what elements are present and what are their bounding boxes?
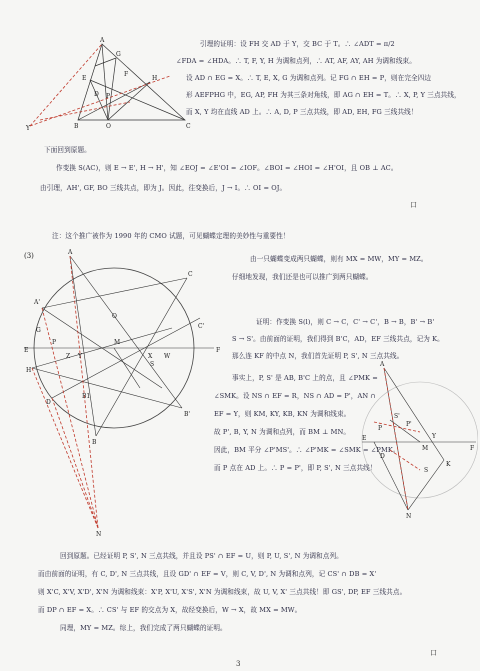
fig2-label: Y	[78, 353, 82, 360]
fig2-label: C	[188, 271, 193, 278]
text-line: 那么连 KF 的中点 N，我们首先证明 P, S', N 三点共线。	[232, 352, 404, 360]
fig2-label: B1	[82, 393, 91, 400]
fig3-label: Y	[432, 433, 436, 440]
text-line: 下面回到原题。	[44, 146, 91, 154]
text-line: 回到原题。已经证明 P, S', N 三点共线，并且设 PS' ∩ EF = U，则 P, U, S', N 为调和点列。	[60, 552, 343, 560]
text-line: 则 X'C, X'V, X'D', X'N 为调和线束：X'P, X'U, X'S', X'N 为调和线束，故 U, V, X' 三点共线！即 GS', DP, EF 三线共点。	[38, 588, 407, 596]
fig1-label: H	[152, 75, 158, 82]
text-line: 引理的证明：设 FH 交 AD 于 Y，交 BC 于 T。∴ ∠ADT = π/2	[200, 40, 395, 48]
figure-collinear-proof	[360, 360, 478, 520]
text-line: 而 X, Y 均在直线 AD 上。∴ A, D, P 三点共线，即 AD, EH, FG 三线共线！	[186, 108, 418, 116]
text-line: ∠SMK。设 NS ∩ EF = R，NS ∩ AD = P'，AN ∩	[214, 392, 377, 400]
fig3-label: P	[378, 425, 383, 432]
fig1-label: O	[106, 123, 111, 130]
fig3-label: D	[380, 453, 385, 460]
fig3-label: F	[470, 445, 475, 452]
fig2-label: C'	[198, 323, 205, 330]
text-line: 由引理，AH', GF, BO 三线共点，即为 J。因此，往变换后，J → I。∴ OI = OJ。	[40, 184, 287, 192]
fig3-label: S'	[394, 413, 400, 420]
text-line: 因此，BM 平分 ∠P'MS'。∴ ∠P'MK = ∠SMK = ∠PMK。	[214, 446, 400, 454]
figure-number: (3)	[24, 252, 34, 260]
figure-triangle-lemma	[20, 36, 200, 136]
text-line: 证明：作变换 S(l)，则 C → C，C' → C'，B → B，B' → B'	[256, 318, 435, 326]
text-line: 形 AEFPHG 中，EG, AP, FH 为其三条对角线，即 AG ∩ EH = T。∴ X, P, Y 三点共线，	[186, 91, 461, 99]
fig1-label: D	[94, 91, 99, 98]
fig1-label: F	[124, 71, 129, 78]
fig2-label: F	[216, 347, 221, 354]
fig2-label: O	[112, 313, 117, 320]
fig2-label: S	[150, 361, 155, 368]
text-line: 而由前面的证明，有 C, D', N 三点共线，且设 GD' ∩ EF = V，则 C, V, D', N 为调和点列，记 CS' ∩ DB = X'	[38, 570, 377, 578]
fig2-label: M	[114, 339, 121, 346]
fig2-label: Z	[66, 353, 71, 360]
fig2-label: E	[24, 347, 29, 354]
fig1-label: C	[186, 123, 191, 130]
fig2-label: A	[68, 249, 73, 256]
fig3-label: E	[362, 435, 367, 442]
fig1-label: P	[106, 93, 111, 100]
fig3-label: K	[446, 461, 451, 468]
fig2-label: H	[26, 367, 32, 374]
fig1-label: G	[116, 51, 121, 58]
fig2-label: W	[164, 353, 171, 360]
fig3-label: S	[424, 467, 429, 474]
fig1-label: Y	[26, 125, 30, 132]
text-line: 设 AD ∩ EG = X。∴ T, E, X, G 为调和点列。记 FG ∩ EH = P，则在完全四边	[186, 74, 432, 82]
text-line: ∠FDA = ∠HDA。∴ T, F, Y, H 为调和点列，∴ AT, AF, AY, AH 为调和线束。	[176, 57, 416, 65]
fig1-label: B	[74, 123, 79, 130]
text-line: 而 P 点在 AD 上。∴ P = P'，即 P, S', N 三点共线！	[214, 464, 377, 472]
text-line: 由一只蝴蝶变成两只蝴蝶，则有 MX = MW，MY = MZ。	[250, 255, 428, 263]
text-line: 而 DP ∩ EF = X。∴ CS' 与 EF 的交点为 X，故经变换后，W → X，故 MX = MW。	[38, 606, 302, 614]
corner-mark: 口	[430, 649, 437, 657]
fig3-label: P'	[406, 421, 412, 428]
text-line: S → S'。由前面的证明，我们得到 B'C，AD，EF 三线共点，记为 K。	[232, 335, 444, 343]
fig2-label: D	[46, 399, 51, 406]
fig2-label: B'	[184, 411, 191, 418]
corner-mark: 口	[410, 201, 417, 209]
fig1-label: A	[100, 37, 105, 44]
fig2-label: A'	[34, 299, 40, 306]
text-line: 注：这个推广被作为 1990 年的 CMO 试题，可见蝴蝶定理的美妙性与重要性！	[52, 232, 290, 240]
fig2-label: B	[92, 439, 97, 446]
fig2-label: X	[148, 353, 153, 360]
fig2-label: G	[36, 327, 41, 334]
fig2-label: N	[96, 531, 102, 538]
text-line: 事实上，P, S' 是 AB, B'C 上的点，且 ∠PMK =	[232, 374, 378, 382]
page-number: 3	[236, 660, 241, 668]
fig3-label: M	[422, 445, 429, 452]
text-line: 同理，MY = MZ。综上，我们完成了两只蝴蝶的证明。	[60, 624, 227, 632]
text-line: 故 P', B, Y, N 为调和点列，而 BM ⊥ MN。	[214, 428, 351, 436]
fig3-label: A	[380, 361, 385, 368]
fig1-label: E	[82, 75, 87, 82]
text-line: EF = Y，则 KM, KY, KB, KN 为调和线束。	[214, 410, 351, 418]
fig3-label: N	[406, 513, 412, 520]
figure-double-butterfly	[22, 248, 222, 538]
fig2-label: P	[52, 339, 57, 346]
text-line: 作变换 S(AC)，则 E → E', H → H'，知 ∠EOJ = ∠E'OI = ∠IOF。∠BOI = ∠HOI = ∠H'OI，且 OB ⊥ AC。	[56, 164, 398, 172]
text-line: 仔细地发现，我们还是也可以推广到两只蝴蝶。	[232, 273, 373, 281]
